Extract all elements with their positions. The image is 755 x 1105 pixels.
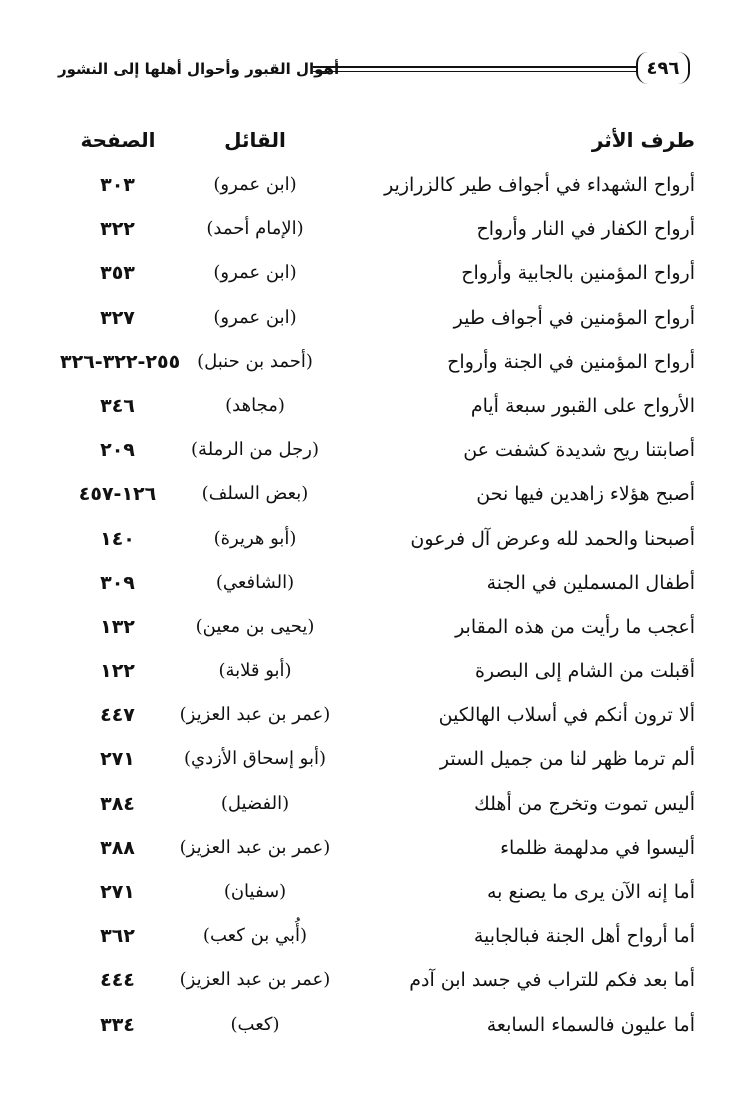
page-reference: ٣٨٤ [100, 792, 135, 815]
table-row [0, 254, 755, 298]
page-reference: ٣٢٢ [100, 218, 135, 241]
table-row [0, 608, 755, 652]
athar-text: أليس تموت وتخرج من أهلك [474, 792, 695, 815]
index-table [0, 166, 755, 1050]
table-row [0, 696, 755, 740]
qail-name: (رجل من الرملة) [191, 439, 319, 461]
table-row [0, 829, 755, 873]
qail-name: (بعض السلف) [201, 483, 309, 505]
page-reference: ٤٤٤ [100, 969, 135, 992]
athar-text: أصابتنا ريح شديدة كشفت عن [463, 439, 695, 462]
table-row [0, 564, 755, 608]
table-row [0, 961, 755, 1005]
qail-name: (أبو إسحاق الأزدي) [183, 748, 326, 770]
column-header-page: الصفحة [80, 128, 156, 152]
qail-name: (عمر بن عبد العزيز) [179, 969, 331, 991]
athar-text: أعجب ما رأيت من هذه المقابر [455, 615, 695, 638]
page-reference: ١٢٢ [100, 660, 135, 683]
qail-name: (الفضيل) [220, 792, 290, 814]
qail-name: (ابن عمرو) [213, 306, 297, 328]
page-reference: ٣٨٨ [100, 836, 135, 859]
qail-name: (يحيى بن معين) [195, 615, 315, 637]
page-reference: ٣٦٢ [100, 925, 135, 948]
athar-text: ألا ترون أنكم في أسلاب الهالكين [438, 704, 695, 727]
athar-text: أرواح المؤمنين في الجنة وأرواح [447, 350, 695, 373]
qail-name: (الإمام أحمد) [206, 218, 304, 240]
page-reference: ٣٢٧ [100, 306, 135, 329]
athar-text: أصبح هؤلاء زاهدين فيها نحن [476, 483, 695, 506]
column-header-athar: طرف الأثر [591, 128, 695, 152]
header-rule-thin [313, 71, 638, 72]
qail-name: (الشافعي) [215, 571, 295, 593]
qail-name: (أبو هريرة) [213, 527, 297, 549]
page-reference: ١٢٦-٤٥٧ [78, 483, 157, 506]
qail-name: (أحمد بن حنبل) [197, 350, 313, 372]
athar-text: أرواح الكفار في النار وأرواح [476, 218, 695, 241]
athar-text: أرواح الشهداء في أجواف طير كالزرازير [384, 174, 695, 196]
page-reference: ١٣٢ [100, 615, 135, 638]
athar-text: أطفال المسملين في الجنة [486, 571, 695, 594]
qail-name: (سفيان) [223, 881, 287, 902]
athar-text: أصبحنا والحمد لله وعرض آل فرعون [410, 527, 695, 550]
athar-text: أما بعد فكم للتراب في جسد ابن آدم [409, 969, 695, 992]
athar-text: أرواح المؤمنين في أجواف طير [453, 306, 695, 329]
athar-text: الأرواح على القبور سبعة أيام [470, 394, 695, 417]
table-row [0, 740, 755, 784]
table-row [0, 1006, 755, 1050]
qail-name: (عمر بن عبد العزيز) [179, 836, 331, 858]
table-row [0, 475, 755, 519]
table-row [0, 652, 755, 696]
page-reference: ٣٤٦ [100, 394, 135, 417]
qail-name: (ابن عمرو) [213, 174, 297, 195]
table-row [0, 166, 755, 210]
running-title: أهوال القبور وأحوال أهلها إلى النشور [58, 60, 340, 78]
page-reference: ٢٥٥-٣٢٢-٣٢٦ [60, 350, 181, 373]
page-reference: ٢٠٩ [100, 439, 135, 462]
table-row [0, 343, 755, 387]
page-reference: ٤٤٧ [100, 704, 135, 727]
page-reference: ٣٥٣ [100, 262, 135, 285]
table-row [0, 917, 755, 961]
table-row [0, 210, 755, 254]
page-header [58, 52, 690, 92]
page-reference: ٢٧١ [100, 881, 135, 903]
table-row [0, 785, 755, 829]
qail-name: (أُبي بن كعب) [202, 925, 308, 947]
athar-text: أما إنه الآن يرى ما يصنع به [487, 881, 695, 903]
table-row [0, 299, 755, 343]
page-reference: ٣٠٩ [100, 571, 135, 594]
page-reference: ١٤٠ [100, 527, 135, 550]
athar-text: أرواح المؤمنين بالجابية وأرواح [461, 262, 695, 285]
table-row [0, 520, 755, 564]
qail-name: (أبو قلابة) [218, 660, 292, 682]
header-rule [313, 66, 638, 68]
table-row [0, 387, 755, 431]
page-reference: ٣٠٣ [100, 174, 135, 196]
table-row [0, 873, 755, 917]
athar-text: أما عليون فالسماء السابعة [486, 1013, 695, 1036]
qail-name: (كعب) [230, 1013, 280, 1035]
athar-text: أما أرواح أهل الجنة فبالجابية [473, 925, 695, 948]
qail-name: (عمر بن عبد العزيز) [179, 704, 331, 726]
page-reference: ٣٣٤ [100, 1013, 135, 1036]
athar-text: أليسوا في مدلهمة ظلماء [500, 836, 695, 859]
page-number: ٤٩٦ [636, 52, 690, 84]
page-reference: ٢٧١ [100, 748, 135, 771]
athar-text: أقبلت من الشام إلى البصرة [474, 660, 695, 683]
qail-name: (مجاهد) [225, 394, 285, 416]
athar-text: ألم ترما ظهر لنا من جميل الستر [439, 748, 695, 771]
column-header-qail: القائل [224, 128, 286, 152]
table-row [0, 431, 755, 475]
qail-name: (ابن عمرو) [213, 262, 297, 284]
